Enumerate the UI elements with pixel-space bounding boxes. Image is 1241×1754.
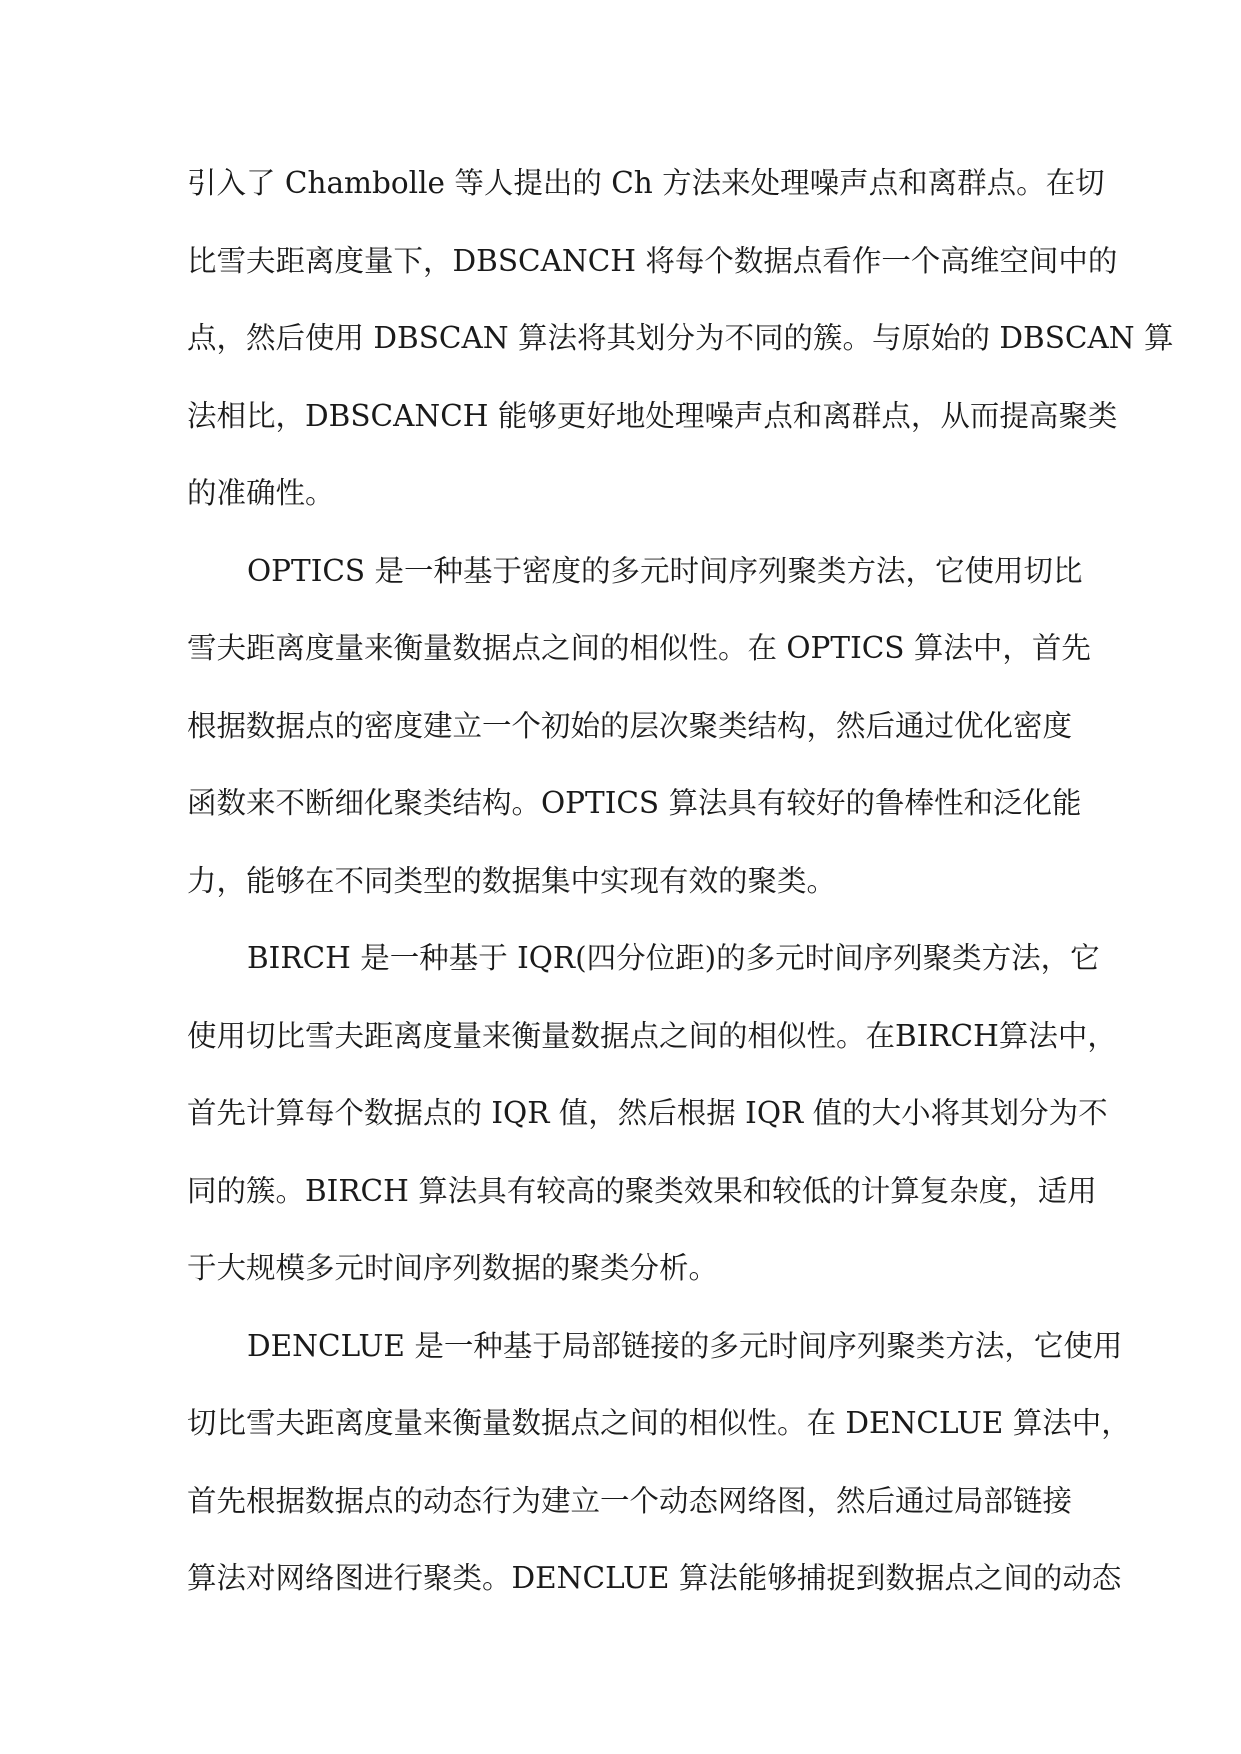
text-line: 算法对网络图进行聚类。DENCLUE 算法能够捕捉到数据点之间的动态: [187, 1561, 1122, 1595]
body-text: [187, 145, 1174, 1618]
text-line: 点，然后使用 DBSCAN 算法将其划分为不同的簇。与原始的 DBSCAN 算: [187, 321, 1174, 355]
text-line: 于大规模多元时间序列数据的聚类分析。: [187, 1251, 719, 1285]
text-line: 雪夫距离度量来衡量数据点之间的相似性。在 OPTICS 算法中，首先: [187, 631, 1091, 665]
text-line: 切比雪夫距离度量来衡量数据点之间的相似性。在 DENCLUE 算法中，: [187, 1406, 1131, 1440]
text-line: 函数来不断细化聚类结构。OPTICS 算法具有较好的鲁棒性和泛化能: [187, 786, 1082, 820]
paragraph-first-line: OPTICS 是一种基于密度的多元时间序列聚类方法，它使用切比: [247, 553, 1083, 588]
text-line: 法相比，DBSCANCH 能够更好地处理噪声点和离群点，从而提高聚类: [187, 398, 1118, 433]
text-line: 同的簇。BIRCH 算法具有较高的聚类效果和较低的计算复杂度，适用: [187, 1173, 1097, 1208]
text-line: 根据数据点的密度建立一个初始的层次聚类结构，然后通过优化密度: [187, 708, 1073, 743]
paragraph-first-line: BIRCH 是一种基于 IQR(四分位距)的多元时间序列聚类方法，它: [247, 941, 1100, 975]
text-line: 力，能够在不同类型的数据集中实现有效的聚类。: [187, 863, 837, 898]
text-line: 首先根据数据点的动态行为建立一个动态网络图，然后通过局部链接: [187, 1483, 1073, 1518]
text-line: 首先计算每个数据点的 IQR 值，然后根据 IQR 值的大小将其划分为不: [187, 1096, 1108, 1130]
text-line: 比雪夫距离度量下，DBSCANCH 将每个数据点看作一个高维空间中的: [187, 243, 1118, 278]
text-line: 引入了 Chambolle 等人提出的 Ch 方法来处理噪声点和离群点。在切: [187, 166, 1105, 200]
text-line: 使用切比雪夫距离度量来衡量数据点之间的相似性。在BIRCH算法中，: [187, 1018, 1117, 1053]
text-line: 的准确性。: [187, 476, 335, 510]
paragraph-first-line: DENCLUE 是一种基于局部链接的多元时间序列聚类方法，它使用: [247, 1328, 1123, 1363]
